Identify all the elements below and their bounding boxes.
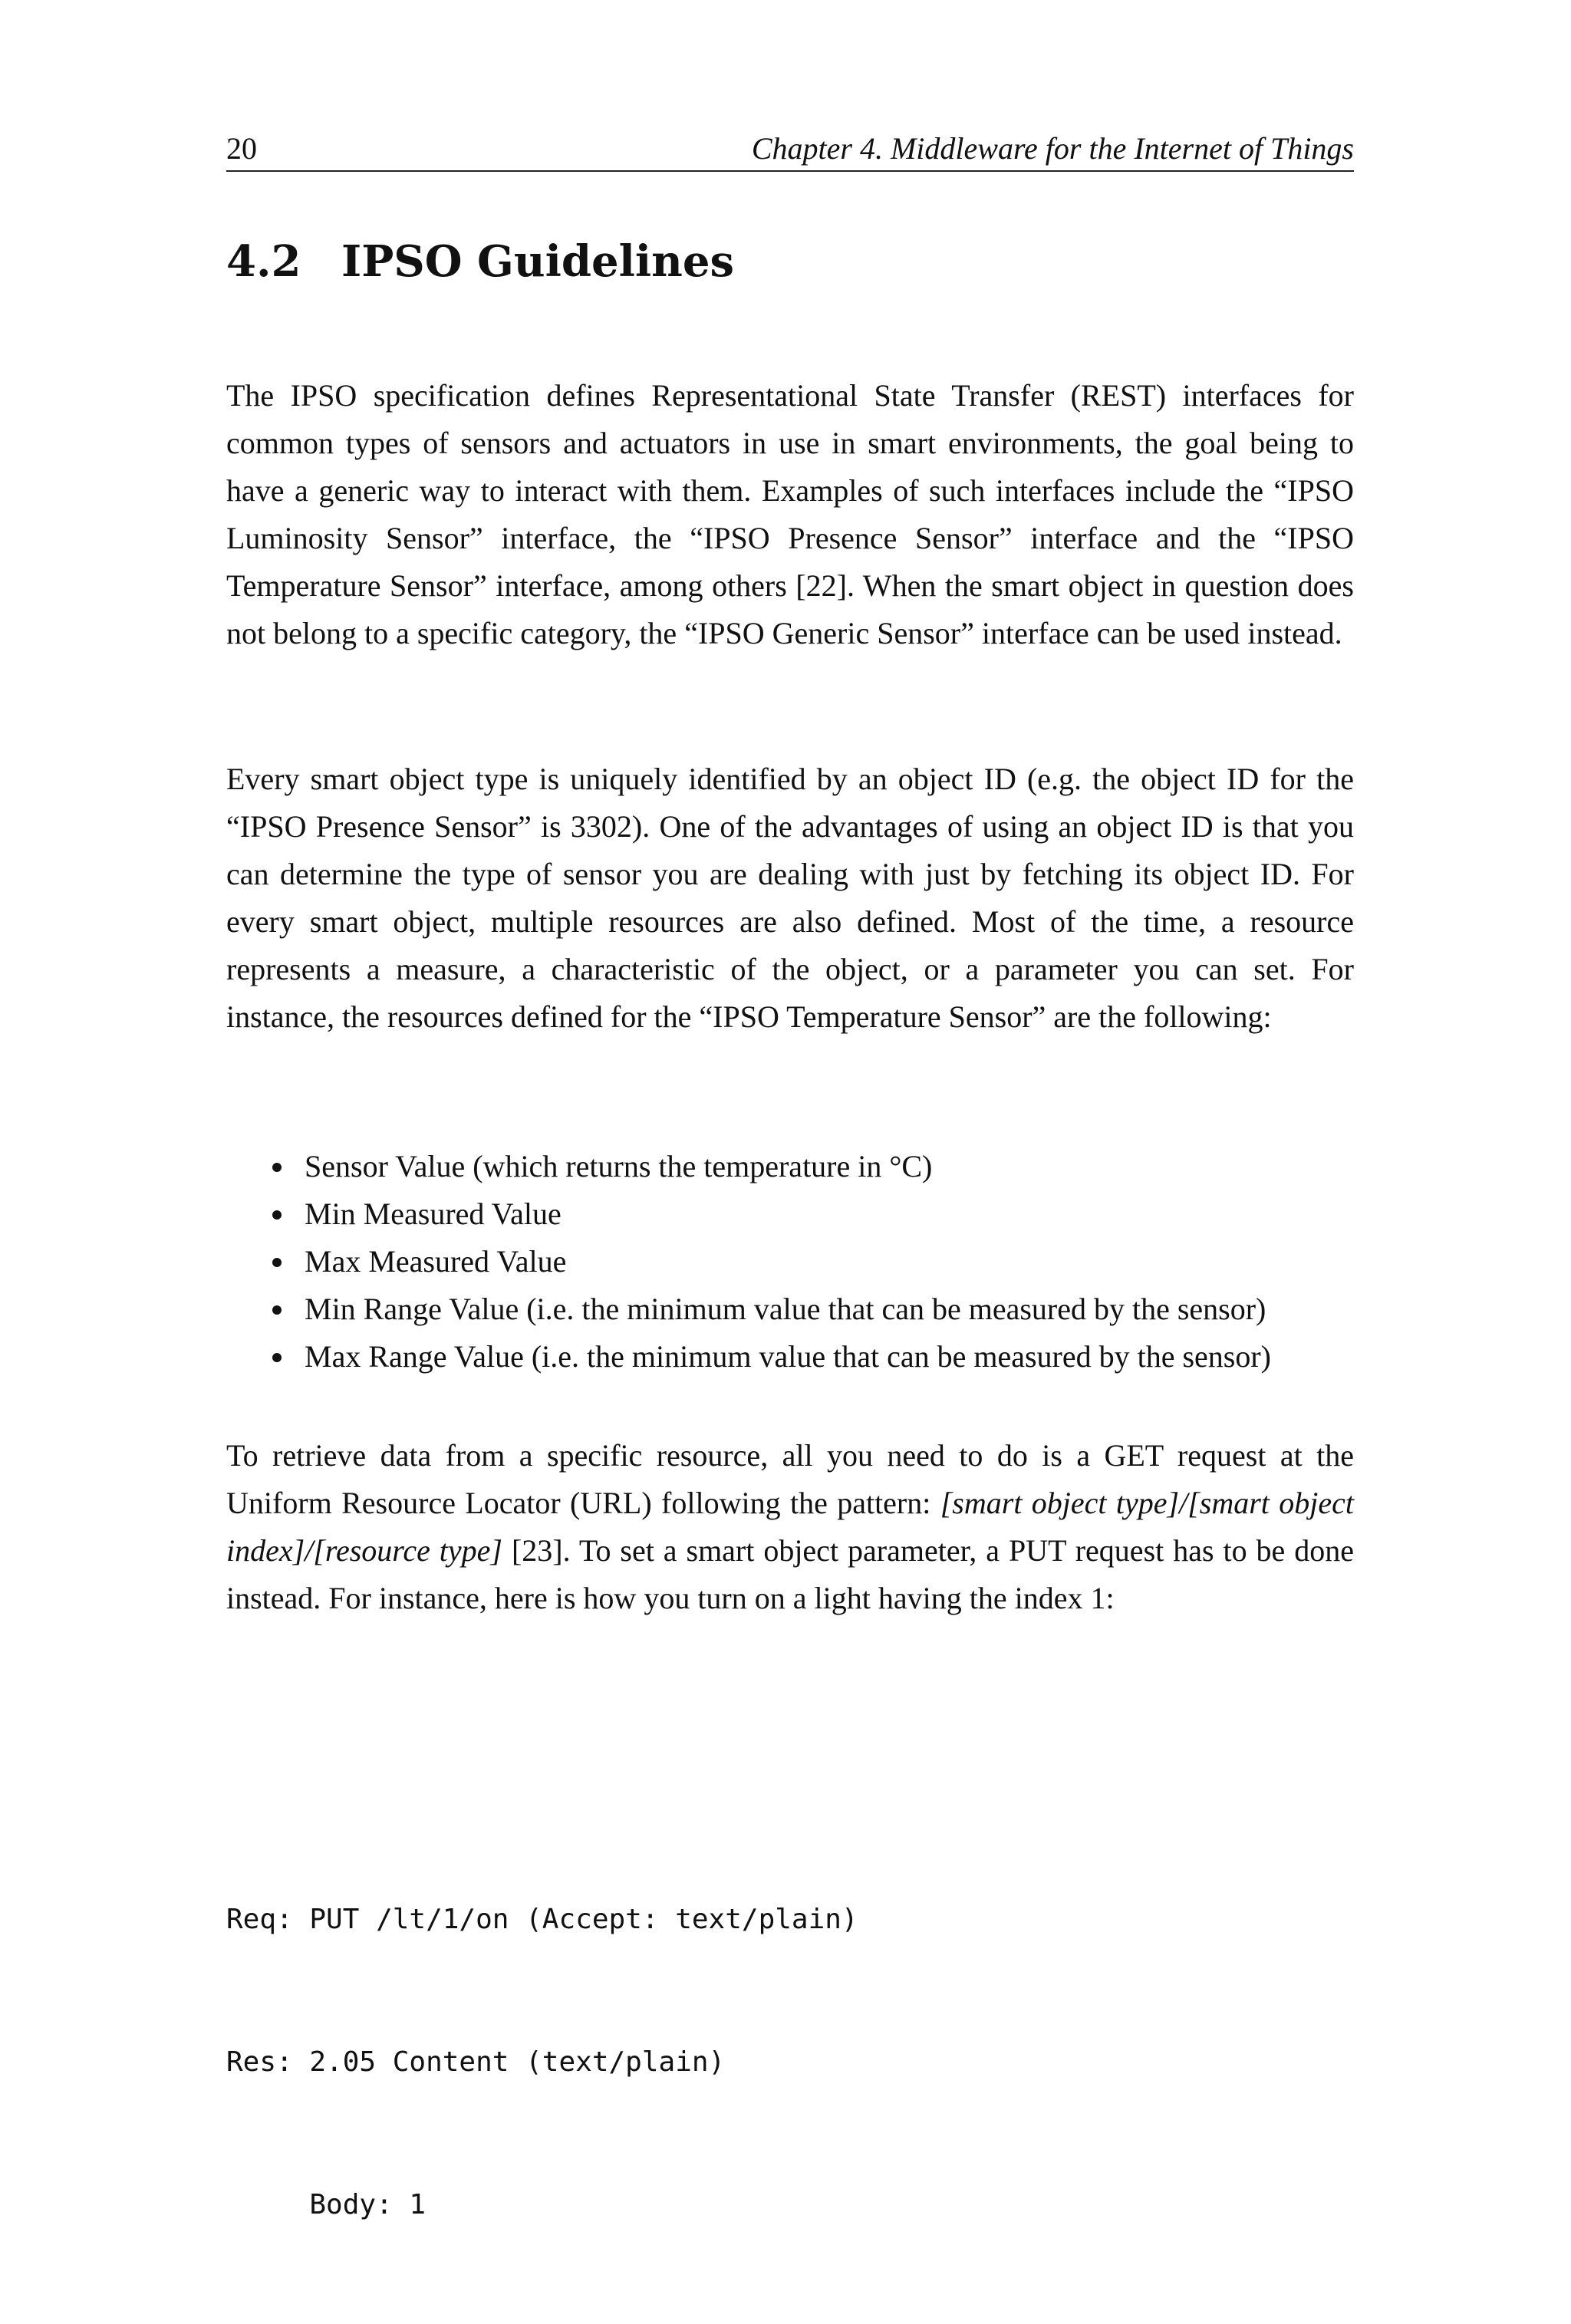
paragraph-text: To retrieve data from a specific resource, all you need to do is a GET request at the Uniform Resource Locator (URL) following the pattern: bbox=[226, 1438, 1354, 1520]
bullet-icon bbox=[272, 1163, 282, 1172]
code-line-response: Res: 2.05 Content (text/plain) bbox=[226, 2046, 726, 2078]
section-number: 4.2 bbox=[226, 236, 301, 287]
running-header bbox=[226, 127, 1354, 172]
list-item bbox=[272, 1285, 1354, 1333]
list-item-text: Min Range Value (i.e. the minimum value that can be measured by the sensor) bbox=[305, 1292, 1266, 1326]
section-title: IPSO Guidelines bbox=[341, 236, 735, 287]
list-item-text: Sensor Value (which returns the temperature in °C) bbox=[305, 1149, 933, 1183]
section-heading bbox=[226, 234, 734, 289]
code-line-body: Body: 1 bbox=[226, 2189, 427, 2220]
bullet-icon bbox=[272, 1210, 282, 1220]
paragraph-object-id: Every smart object type is uniquely identified by an object ID (e.g. the object ID for the “IPSO Presence Sensor” is 3302). One of the advantages of using an object ID is that you can determine the type of sensor you are dealing with just by fetching its object ID. For every smart object, multiple resources are also defined. Most of the time, a resource represents a measure, a characteristic of the object, or a parameter you can set. For instance, the resources defined for the “IPSO Temperature Sensor” are the following: bbox=[226, 762, 1354, 1034]
chapter-title: Chapter 4. Middleware for the Internet of Things bbox=[751, 131, 1354, 166]
url-pattern: [smart object type]/[smart object index]/[resource type] bbox=[226, 1486, 1354, 1568]
list-item-text: Max Range Value (i.e. the minimum value that can be measured by the sensor) bbox=[305, 1339, 1271, 1374]
resource-list bbox=[272, 1143, 1354, 1381]
list-item-text: Min Measured Value bbox=[305, 1197, 562, 1231]
list-item bbox=[272, 1238, 1354, 1285]
code-block bbox=[226, 1801, 1354, 2324]
list-item bbox=[272, 1190, 1354, 1238]
bullet-icon bbox=[272, 1258, 282, 1267]
paragraph-text: [23]. To set a smart object parameter, a PUT request has to be done instead. For instance, here is how you turn on a light having the index 1: bbox=[226, 1533, 1354, 1615]
paragraph-ipso-spec: The IPSO specification defines Representational State Transfer (REST) interfaces for common types of sensors and actuators in use in smart environments, the goal being to have a generic way to interact with them. Examples of such interfaces include the “IPSO Luminosity Sensor” interface, the “IPSO Presence Sensor” interface and the “IPSO Temperature Sensor” interface, among others [22]. When the smart object in question does not belong to a specific category, the “IPSO Generic Sensor” interface can be used instead. bbox=[226, 378, 1354, 650]
code-line-request: Req: PUT /lt/1/on (Accept: text/plain) bbox=[226, 1904, 858, 1935]
list-item bbox=[272, 1143, 1354, 1190]
page-number: 20 bbox=[226, 131, 257, 166]
bullet-icon bbox=[272, 1353, 282, 1362]
list-item bbox=[272, 1333, 1354, 1381]
bullet-icon bbox=[272, 1305, 282, 1315]
paragraph-get-request bbox=[226, 1432, 1354, 1622]
list-item-text: Max Measured Value bbox=[305, 1244, 567, 1279]
